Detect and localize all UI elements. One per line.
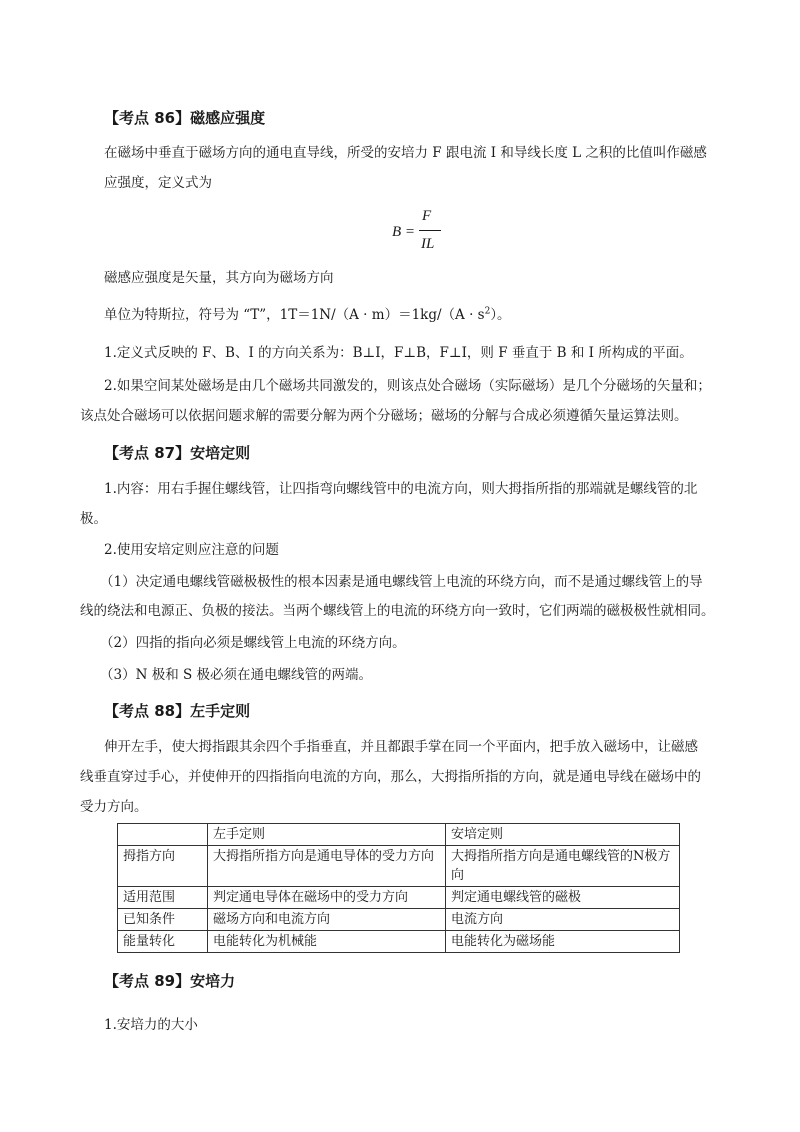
paragraph-line: 2.如果空间某处磁场是由几个磁场共同激发的，则该点处合磁场（实际磁场）是几个分磁场的矢量和； (104, 378, 711, 394)
fraction-bar (419, 230, 441, 231)
paragraph-line: 线垂直穿过手心，并使伸开的四指指向电流的方向，那么，大拇指所指的方向，就是通电导线在磁场中的 (80, 769, 701, 785)
unit-paragraph (104, 305, 511, 325)
table-row (118, 931, 680, 953)
table-header-row (118, 824, 680, 846)
table-cell: 已知条件 (118, 909, 208, 931)
table-cell: 电流方向 (446, 909, 680, 931)
unit-text: 单位为特斯拉，符号为 “T”，1T＝1N/（A · m）＝1kg/（A · s (104, 307, 485, 323)
comparison-table (117, 823, 680, 953)
table-cell: 电能转化为机械能 (208, 931, 446, 953)
table-row (118, 887, 680, 909)
paragraph-line: 1.安培力的大小 (104, 1017, 198, 1033)
table-cell: 电能转化为磁场能 (446, 931, 680, 953)
paragraph-line: 伸开左手，使大拇指跟其余四个手指垂直，并且都跟手掌在同一个平面内，把手放入磁场中，让磁感 (104, 739, 698, 755)
section-heading-88: 【考点 88】左手定则 (104, 702, 251, 720)
section-heading-87: 【考点 87】安培定则 (104, 444, 251, 462)
section-heading-89: 【考点 89】安培力 (104, 972, 236, 990)
table-cell: 安培定则 (446, 824, 680, 846)
table-cell: 磁场方向和电流方向 (208, 909, 446, 931)
paragraph-line: （2）四指的指向必须是螺线管上电流的环绕方向。 (100, 635, 406, 651)
paragraph-line: 线的绕法和电源正、负极的接法。当两个螺线管上的电流的环绕方向一致时，它们两端的磁极极性就相同。 (80, 603, 715, 619)
paragraph-line: 2.使用安培定则应注意的问题 (104, 542, 279, 558)
paragraph-line: 极。 (80, 511, 107, 527)
section-heading-86: 【考点 86】磁感应强度 (104, 109, 266, 127)
formula-denominator: IL (421, 236, 435, 252)
table-cell: 能量转化 (118, 931, 208, 953)
paragraph-line: 在磁场中垂直于磁场方向的通电直导线，所受的安培力 F 跟电流 I 和导线长度 L 之积的比值叫作磁感 (104, 145, 707, 161)
table-cell: 判定通电螺线管的磁极 (446, 887, 680, 909)
paragraph-line: 磁感应强度是矢量，其方向为磁场方向 (104, 270, 334, 286)
table-cell: 大拇指所指方向是通电螺线管的N极方向 (446, 846, 680, 887)
paragraph-line: 1.内容：用右手握住螺线管，让四指弯向螺线管中的电流方向，则大拇指所指的那端就是螺线管的北 (104, 481, 698, 497)
table-row (118, 909, 680, 931)
table-cell: 判定通电导体在磁场中的受力方向 (208, 887, 446, 909)
formula-numerator: F (422, 208, 432, 224)
table-cell (118, 824, 208, 846)
unit-exponent: 2 (484, 306, 491, 317)
table-cell: 拇指方向 (118, 846, 208, 887)
paragraph-line: 受力方向。 (80, 799, 148, 815)
table-cell: 适用范围 (118, 887, 208, 909)
table-cell: 大拇指所指方向是通电导体的受力方向 (208, 846, 446, 887)
formula-lhs: B = (392, 224, 416, 240)
table-cell: 左手定则 (208, 824, 446, 846)
table-row (118, 846, 680, 887)
paragraph-line: （3）N 极和 S 极必须在通电螺线管的两端。 (100, 667, 373, 683)
paragraph-line: （1）决定通电螺线管磁极极性的根本因素是通电螺线管上电流的环绕方向，而不是通过螺线管上的导 (100, 574, 703, 590)
unit-text-end: ）。 (490, 307, 511, 323)
paragraph-line: 应强度，定义式为 (104, 175, 212, 191)
paragraph-line: 该点处合磁场可以依据问题求解的需要分解为两个分磁场；磁场的分解与合成必须遵循矢量运算法则。 (80, 408, 688, 424)
paragraph-line: 1.定义式反映的 F、B、I 的方向关系为：B⊥I，F⊥B，F⊥I，则 F 垂直于 B 和 I 所构成的平面。 (104, 345, 693, 361)
